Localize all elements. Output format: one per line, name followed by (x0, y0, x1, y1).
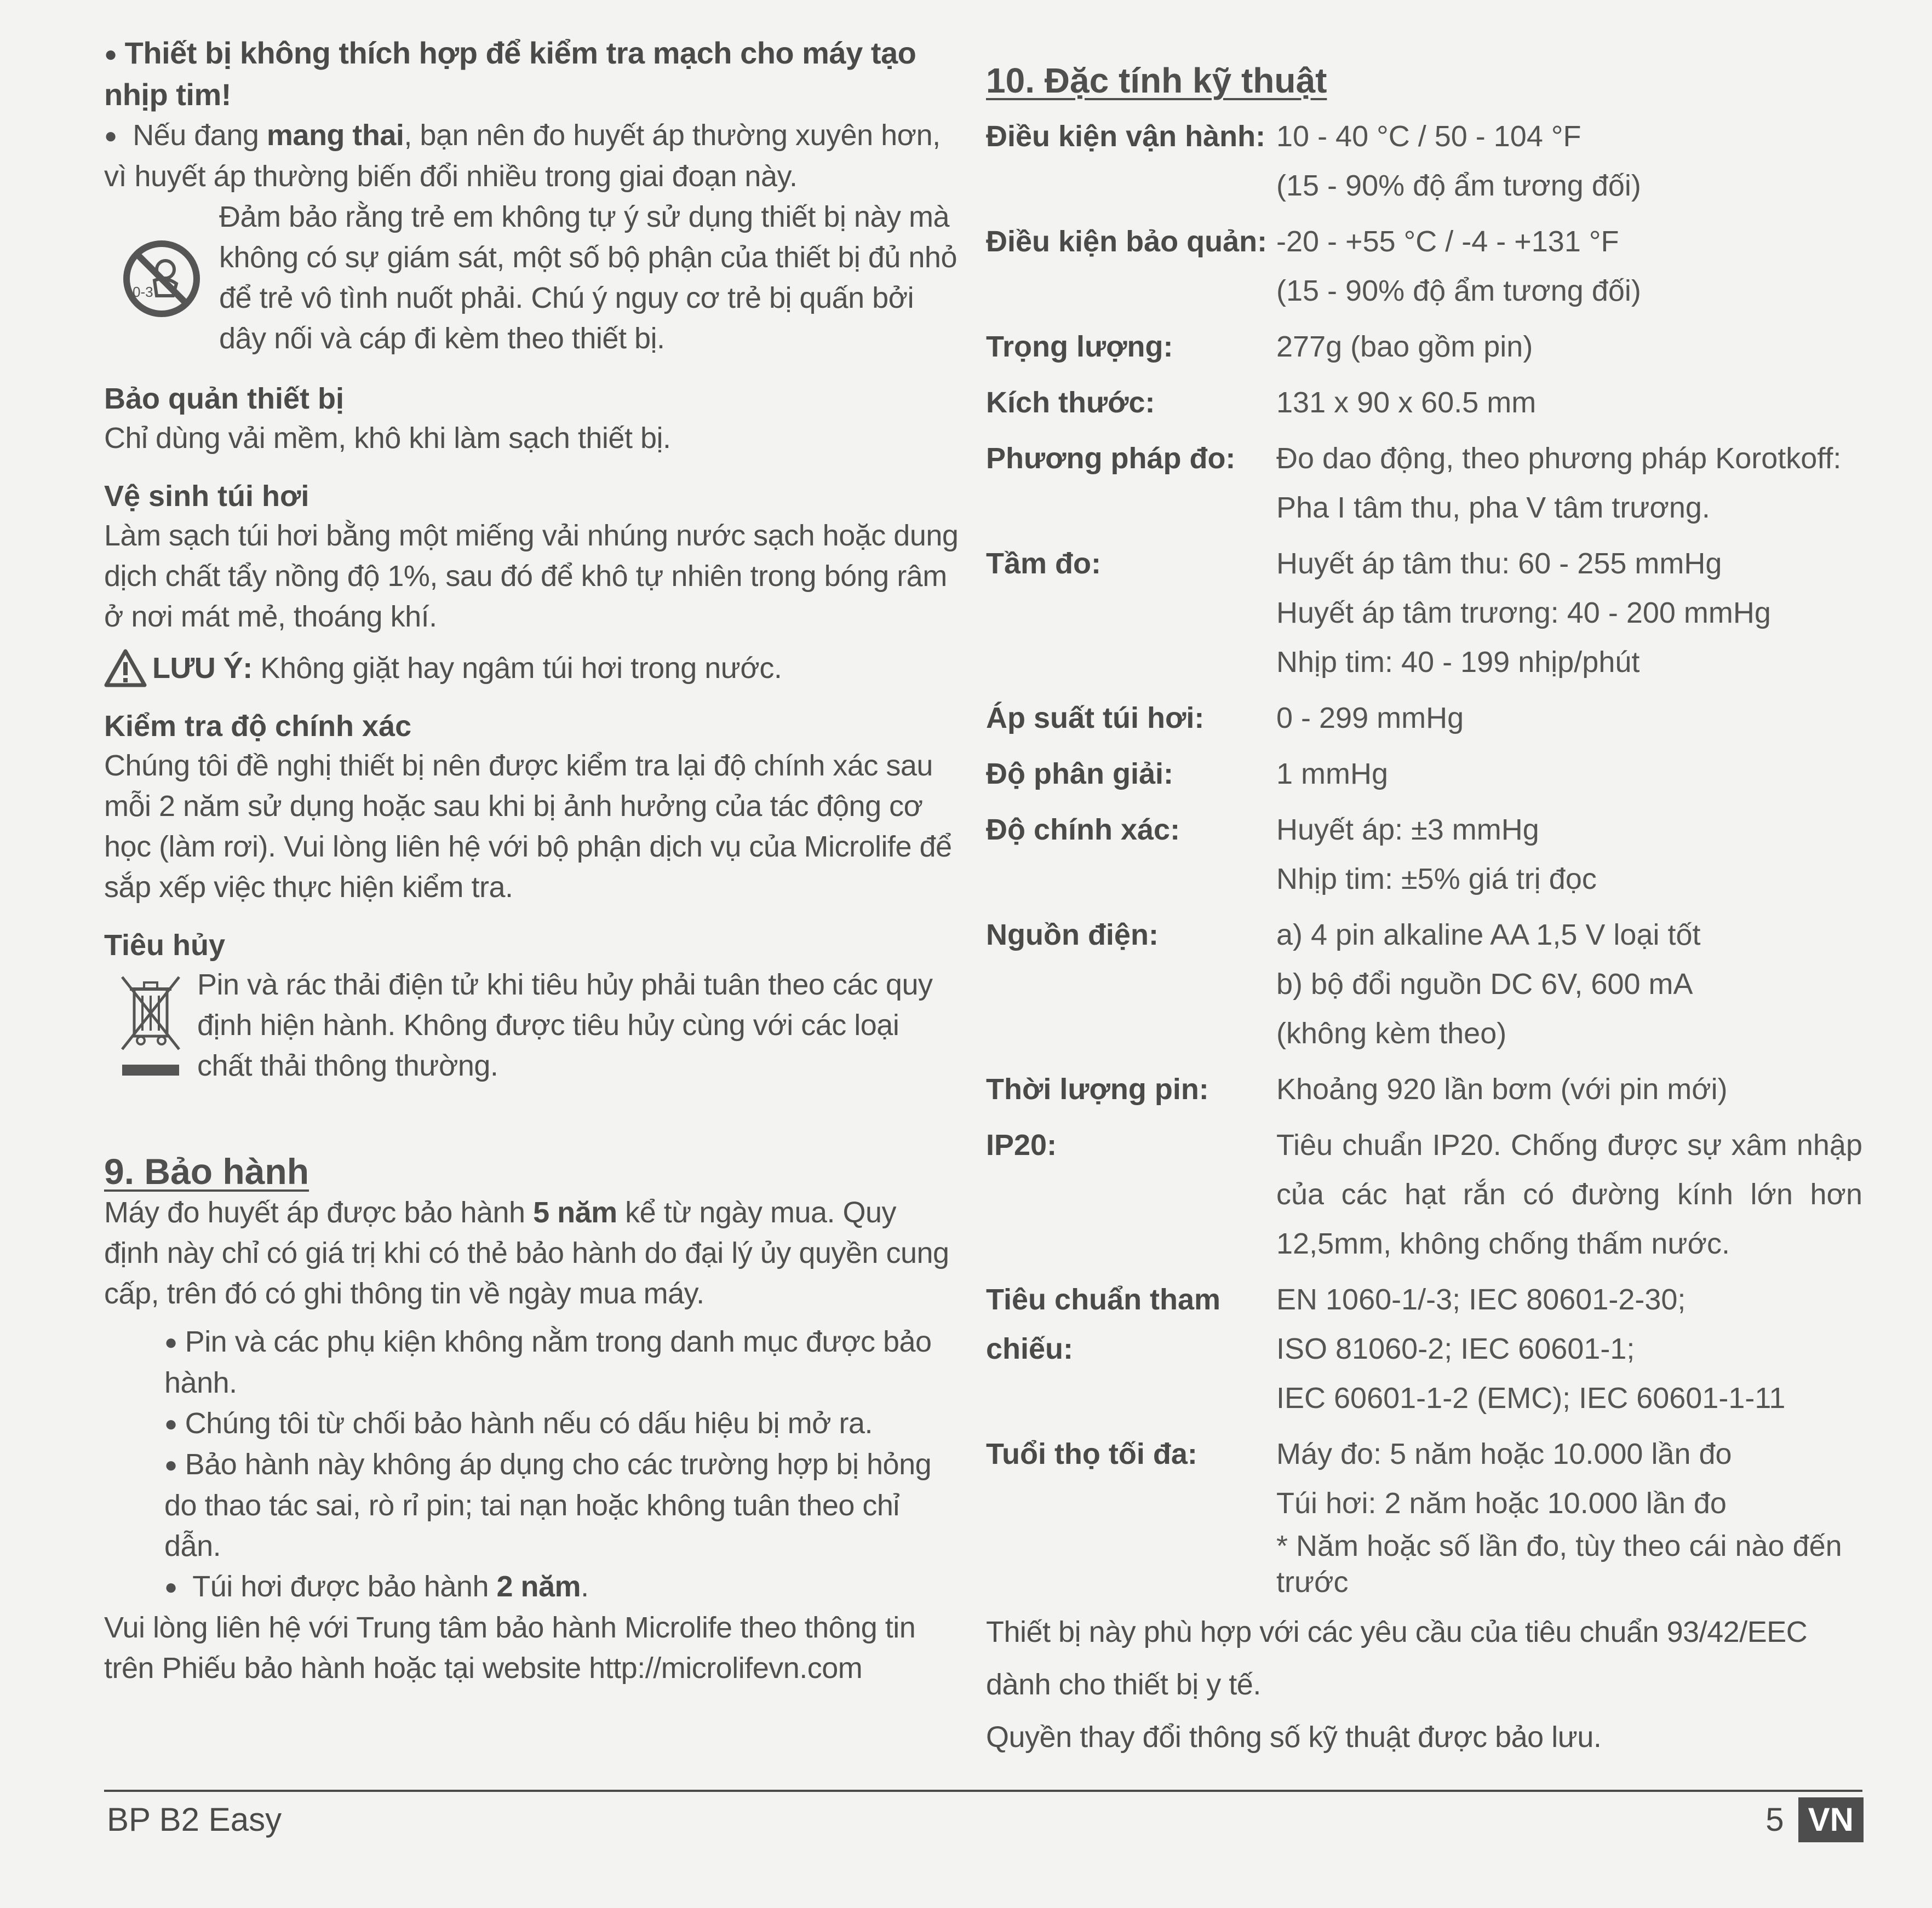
no-children-icon (104, 197, 219, 361)
wb4-pre: Túi hơi được bảo hành (192, 1570, 497, 1603)
spec-label: Điều kiện vận hành: (986, 120, 1266, 153)
disposal-text: Pin và rác thải điện tử khi tiêu hủy phải tuân theo các quy định hiện hành. Không được tiêu hủy cùng với các loại chất thải thông thường. (197, 968, 933, 1082)
spec-value-line: 0 - 299 mmHg (1276, 702, 1464, 734)
spec-label: Độ phân giải: (986, 757, 1173, 790)
caution-text: Không giặt hay ngâm túi hơi trong nước. (252, 652, 782, 685)
spec-value (1276, 112, 1862, 210)
page-number: 5 (1765, 1801, 1784, 1838)
crossed-bin-icon (104, 964, 197, 1090)
spec-value-line: Máy đo: 5 năm hoặc 10.000 lần đo (1276, 1438, 1732, 1470)
footer-model: BP B2 Easy (107, 1801, 282, 1838)
right-column (986, 60, 1862, 1763)
pregnancy-bold: mang thai (266, 119, 404, 152)
language-badge: VN (1798, 1797, 1864, 1842)
warranty-list (104, 1321, 959, 1607)
spec-label: Kích thước: (986, 386, 1155, 419)
cuff-cleaning-text: Làm sạch túi hơi bằng một miếng vải nhúng nước sạch hoặc dung dịch chất tẩy nồng độ 1%, sau đó để khô tự nhiên trong bóng râm ở nơi mát mẻ, thoáng khí. (104, 519, 959, 633)
disposal-title: Tiêu hủy (104, 929, 226, 962)
footer-page-info (1765, 1795, 1864, 1844)
spec-value-line: 277g (bao gồm pin) (1276, 330, 1533, 363)
spec-value-line: * Năm hoặc số lần đo, tùy theo cái nào đến trước (1276, 1530, 1842, 1599)
accuracy-text: Chúng tôi đề nghị thiết bị nên được kiểm tra lại độ chính xác sau mỗi 2 năm sử dụng hoặc sau khi bị ảnh hưởng của tác động cơ học (làm rơi). Vui lòng liên hệ với bộ phận dịch vụ của Microlife để sắp xếp việc thực hiện kiểm tra. (104, 749, 952, 904)
spec-label: Điều kiện bảo quản: (986, 225, 1268, 258)
spec-label: Phương pháp đo: (986, 442, 1236, 475)
spec-label: Tuổi thọ tối đa: (986, 1438, 1197, 1470)
spec-value-line: (15 - 90% độ ẩm tương đối) (1276, 274, 1641, 307)
spec-value (1276, 1065, 1862, 1114)
spec-value (1276, 217, 1862, 315)
conformity-text: Thiết bị này phù hợp với các yêu cầu của tiêu chuẩn 93/42/EEC dành cho thiết bị y tế. (986, 1616, 1808, 1701)
spec-value-line: Tiêu chuẩn IP20. Chống được sự xâm nhập của các hạt rắn có đường kính lớn hơn 12,5mm, không chống thấm nước. (1276, 1129, 1862, 1260)
spec-value-line: IEC 60601-1-2 (EMC); IEC 60601-1-11 (1276, 1382, 1786, 1415)
spec-value-line: (15 - 90% độ ẩm tương đối) (1276, 169, 1641, 202)
svg-text:0-3: 0-3 (133, 284, 153, 300)
spec-value (1276, 1275, 1862, 1423)
spec-value (1276, 539, 1862, 687)
spec-value-line: 10 - 40 °C / 50 - 104 °F (1276, 120, 1581, 153)
warranty-bullet-2: ● Chúng tôi từ chối bảo hành nếu có dấu hiệu bị mở ra. (164, 1403, 959, 1444)
warranty-title: 9. Bảo hành (104, 1151, 309, 1192)
warranty-contact: Vui lòng liên hệ với Trung tâm bảo hành Microlife theo thông tin trên Phiếu bảo hành hoặc tại website http://microlifevn.com (104, 1611, 916, 1685)
spec-value-line: -20 - +55 °C / -4 - +131 °F (1276, 225, 1619, 258)
spec-value (1276, 434, 1862, 532)
care-title: Bảo quản thiết bị (104, 382, 344, 415)
spec-label: Áp suất túi hơi: (986, 702, 1205, 734)
left-column (104, 33, 959, 1688)
specs-title: 10. Đặc tính kỹ thuật (986, 61, 1327, 100)
wb4-bold: 2 năm (496, 1570, 581, 1603)
spec-value-line: Pha I tâm thu, pha V tâm trương. (1276, 491, 1710, 524)
spec-label: Tiêu chuẩn tham chiếu: (986, 1283, 1221, 1365)
warranty-pre: Máy đo huyết áp được bảo hành (104, 1196, 534, 1229)
spec-label: IP20: (986, 1129, 1057, 1162)
warranty-bold: 5 năm (533, 1196, 617, 1229)
cuff-cleaning-title: Vệ sinh túi hơi (104, 480, 309, 513)
spec-label: Tầm đo: (986, 547, 1101, 580)
spec-value-line: Huyết áp tâm thu: 60 - 255 mmHg (1276, 547, 1722, 580)
spec-value (1276, 749, 1862, 798)
caution-label: LƯU Ý: (152, 652, 253, 685)
spec-value-line: 131 x 90 x 60.5 mm (1276, 386, 1537, 419)
warranty-post: kể từ ngày mua. Quy định này chỉ có giá trị khi có thẻ bảo hành do đại lý ủy quyền cung cấp, trên đó có ghi thông tin về ngày mua máy. (104, 1196, 949, 1310)
child-safety-block (104, 197, 959, 361)
spec-value (1276, 1429, 1862, 1600)
pregnancy-post: , bạn nên đo huyết áp thường xuyên hơn, vì huyết áp thường biến đổi nhiều trong giai đoạn này. (104, 119, 941, 193)
spec-value (1276, 322, 1862, 371)
spec-value-line: Túi hơi: 2 năm hoặc 10.000 lần đo (1276, 1487, 1727, 1520)
spec-value (1276, 693, 1862, 743)
spec-value (1276, 1120, 1862, 1268)
spec-value-line: Khoảng 920 lần bơm (với pin mới) (1276, 1073, 1728, 1106)
spec-value (1276, 378, 1862, 427)
warranty-bullet-1: ● Pin và các phụ kiện không nằm trong danh mục được bảo hành. (164, 1321, 959, 1403)
spec-value-line: Nhịp tim: 40 - 199 nhịp/phút (1276, 646, 1640, 679)
spec-value-line: Nhịp tim: ±5% giá trị đọc (1276, 863, 1597, 895)
disposal-block (104, 964, 959, 1090)
pacemaker-warning: ● Thiết bị không thích hợp để kiểm tra mạch cho máy tạo nhịp tim! (104, 33, 959, 115)
child-safety-text: Đảm bảo rằng trẻ em không tự ý sử dụng thiết bị này mà không có sự giám sát, một số bộ phận của thiết bị đủ nhỏ để trẻ vô tình nuốt phải. Chú ý nguy cơ trẻ bị quấn bởi dây nối và cáp đi kèm theo thiết bị. (219, 200, 957, 355)
spec-value-line: ISO 81060-2; IEC 60601-1; (1276, 1332, 1635, 1365)
spec-label: Trọng lượng: (986, 330, 1173, 363)
footer-divider (104, 1790, 1862, 1792)
wb4-post: . (581, 1570, 589, 1603)
accuracy-title: Kiểm tra độ chính xác (104, 710, 412, 743)
spec-value-line: EN 1060-1/-3; IEC 80601-2-30; (1276, 1283, 1686, 1316)
warranty-bullet-4 (164, 1566, 959, 1607)
caution-note (104, 648, 959, 688)
spec-label: Thời lượng pin: (986, 1073, 1209, 1106)
spec-value (1276, 910, 1862, 1058)
pregnancy-pre: Nếu đang (133, 119, 267, 152)
warranty-text (104, 1192, 959, 1314)
pregnancy-note (104, 115, 959, 197)
care-text: Chỉ dùng vải mềm, khô khi làm sạch thiết bị. (104, 422, 671, 455)
spec-value-line: Đo dao động, theo phương pháp Korotkoff: (1276, 442, 1842, 475)
spec-label: Nguồn điện: (986, 918, 1159, 951)
spec-value-line: (không kèm theo) (1276, 1017, 1507, 1050)
reserve-text: Quyền thay đổi thông số kỹ thuật được bảo lưu. (986, 1721, 1602, 1754)
spec-value-line: Huyết áp: ±3 mmHg (1276, 813, 1539, 846)
spec-value-line: a) 4 pin alkaline AA 1,5 V loại tốt (1276, 918, 1701, 951)
spec-value-line: b) bộ đổi nguồn DC 6V, 600 mA (1276, 968, 1693, 1001)
warranty-bullet-3: ● Bảo hành này không áp dụng cho các trường hợp bị hỏng do thao tác sai, rò rỉ pin; tai nạn hoặc không tuân theo chỉ dẫn. (164, 1444, 959, 1566)
spec-value (1276, 805, 1862, 904)
spec-value-line: Huyết áp tâm trương: 40 - 200 mmHg (1276, 596, 1771, 629)
specs-table (986, 112, 1862, 1600)
spec-label: Độ chính xác: (986, 813, 1180, 846)
spec-value-line: 1 mmHg (1276, 757, 1389, 790)
warning-triangle-icon (104, 649, 147, 687)
